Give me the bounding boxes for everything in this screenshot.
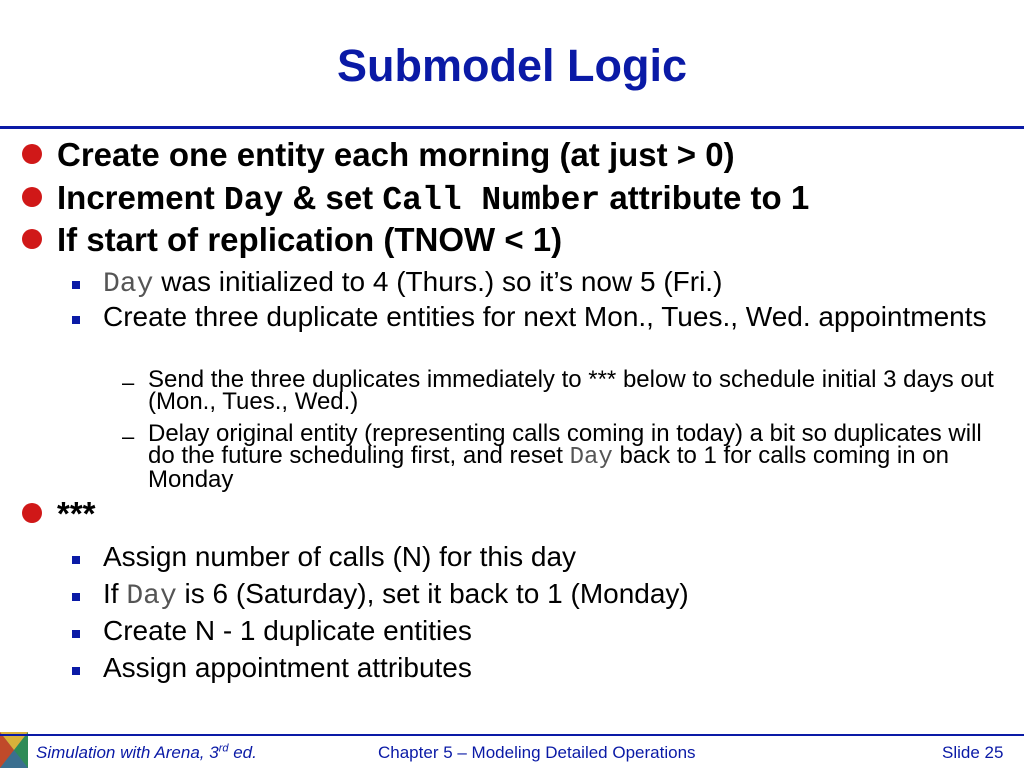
sub-bullet-square	[72, 556, 80, 564]
bullet-dot	[22, 187, 42, 207]
bullet-dot	[22, 229, 42, 249]
sub-bullet-square	[72, 316, 80, 324]
dash-bullet: –	[122, 370, 135, 395]
bullet-increment-day: Increment Day & set Call Number attribute to 1	[57, 179, 810, 219]
footer-chapter: Chapter 5 – Modeling Detailed Operations	[378, 743, 696, 762]
sub-sub-bullet-delay-original: Delay original entity (representing calls coming in today) a bit so duplicates will do the future scheduling first, and reset Day back to 1 for calls coming in on Monday	[148, 420, 982, 493]
sub-bullet-assign-calls: Assign number of calls (N) for this day	[103, 541, 577, 572]
bullet-stars: ***	[57, 495, 96, 532]
sub-bullet-if-day-six: If Day is 6 (Saturday), set it back to 1 (Monday)	[103, 578, 689, 612]
title-divider	[0, 126, 1024, 129]
sub-bullet-assign-attributes: Assign appointment attributes	[103, 652, 472, 683]
bullet-dot	[22, 503, 42, 523]
bullet-start-replication: If start of replication (TNOW < 1)	[57, 221, 563, 258]
footer-divider	[0, 734, 1024, 736]
sub-sub-bullet-send-duplicates: Send the three duplicates immediately to *** below to schedule initial 3 days out (Mon., Tues., Wed.)	[148, 366, 994, 415]
dash-bullet: –	[122, 424, 135, 449]
bullet-create-entity: Create one entity each morning (at just > 0)	[57, 136, 735, 173]
sub-bullet-square	[72, 281, 80, 289]
bullet-dot	[22, 144, 42, 164]
sub-bullet-square	[72, 593, 80, 601]
footer-book-title: Simulation with Arena, 3rd ed.	[36, 742, 257, 762]
slide-title: Submodel Logic	[336, 40, 687, 91]
sub-bullet-square	[72, 630, 80, 638]
book-logo-icon	[0, 732, 28, 768]
sub-bullet-create-n-minus-1: Create N - 1 duplicate entities	[103, 615, 472, 646]
sub-bullet-day-initialized: Day was initialized to 4 (Thurs.) so it’s now 5 (Fri.)	[103, 266, 723, 300]
sub-bullet-square	[72, 667, 80, 675]
sub-bullet-create-duplicates: Create three duplicate entities for next Mon., Tues., Wed. appointments	[103, 301, 987, 332]
footer-slide-number: Slide 25	[942, 743, 1004, 762]
